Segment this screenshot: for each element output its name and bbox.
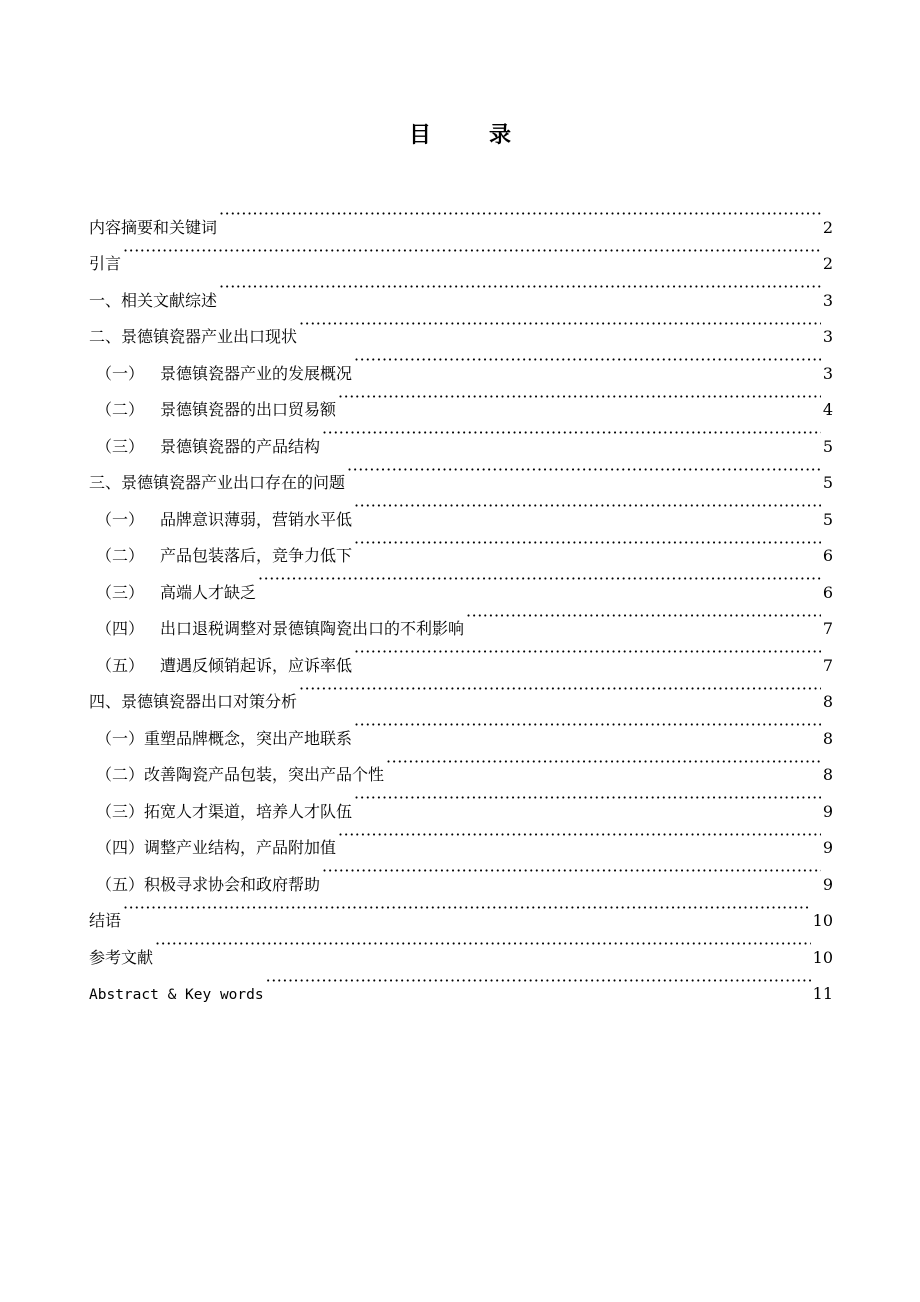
toc-entry-label: 相关文献综述 — [121, 290, 218, 310]
toc-entry-page-number: 3 — [822, 363, 833, 383]
toc-title-char-1: 目 — [408, 122, 431, 148]
dot-leader — [466, 598, 821, 635]
toc-entry-number: （五） — [96, 874, 145, 894]
toc-entry-label: 景德镇瓷器的产品结构 — [160, 436, 321, 456]
toc-entry-number: （一） — [96, 363, 145, 383]
toc-entry-page-number: 10 — [812, 911, 833, 930]
toc-entry[interactable] — [89, 233, 833, 273]
dot-leader — [354, 707, 821, 744]
toc-entry-number: 三、 — [89, 473, 122, 492]
toc-entry-page-number: 10 — [812, 947, 833, 967]
toc-title — [0, 118, 920, 149]
toc-entry[interactable] — [89, 926, 833, 967]
dot-leader — [258, 561, 821, 598]
toc-entry-page-number: 7 — [822, 655, 833, 675]
toc-entry-label: 内容摘要和关键词 — [89, 217, 218, 237]
toc-entry-label: 调整产业结构，产品附加值 — [144, 838, 337, 857]
toc-entry-number: （三） — [96, 801, 145, 821]
toc-entry-page-number: 9 — [822, 838, 833, 857]
toc-entry-label: 景德镇瓷器产业的发展概况 — [160, 363, 353, 383]
dot-leader — [354, 780, 821, 817]
toc-entry-label: 景德镇瓷器出口对策分析 — [121, 692, 298, 711]
toc-entry-label: 产品包装落后，竞争力低下 — [160, 546, 353, 565]
toc-entry-label: 改善陶瓷产品包装，突出产品个性 — [144, 765, 385, 784]
dot-leader — [266, 963, 811, 1000]
toc-entry-page-number: 7 — [822, 619, 833, 638]
toc-entry-label: 景德镇瓷器的出口贸易额 — [160, 400, 337, 419]
toc-entry-page-number: 4 — [822, 400, 833, 419]
dot-leader — [123, 233, 821, 270]
toc-entry-label: 参考文献 — [89, 947, 154, 967]
toc-entry-label: 重塑品牌概念，突出产地联系 — [144, 728, 353, 748]
dot-leader — [123, 890, 811, 927]
toc-entry-page-number: 3 — [822, 327, 833, 346]
toc-entry[interactable] — [89, 890, 833, 930]
toc-entry-label: 出口退税调整对景德镇陶瓷出口的不利影响 — [160, 619, 465, 638]
toc-entry-label: 品牌意识薄弱，营销水平低 — [160, 509, 353, 529]
toc-entry-page-number: 9 — [822, 801, 833, 821]
dot-leader — [219, 196, 821, 233]
toc-entry-page-number: 8 — [822, 728, 833, 748]
dot-leader — [299, 671, 821, 708]
toc-entry-page-number: 9 — [822, 874, 833, 894]
toc-entry-number: 四、 — [89, 692, 122, 711]
dot-leader — [386, 744, 821, 781]
toc-entry-label: 积极寻求协会和政府帮助 — [144, 874, 321, 894]
toc-entry-label: 引言 — [89, 254, 122, 273]
toc-entry-page-number: 11 — [812, 984, 833, 1003]
toc-entry-label: 景德镇瓷器产业出口存在的问题 — [121, 473, 346, 492]
dot-leader — [354, 634, 821, 671]
toc-entry-label: 景德镇瓷器产业出口现状 — [121, 327, 298, 346]
toc-entry-number: （一） — [96, 509, 145, 529]
toc-entry-page-number: 5 — [822, 436, 833, 456]
toc-entry-label: 拓宽人才渠道，培养人才队伍 — [144, 801, 353, 821]
toc-entry-page-number: 5 — [822, 473, 833, 492]
toc-entry[interactable] — [89, 196, 833, 237]
toc-entry-number: （二） — [96, 546, 145, 565]
dot-leader — [338, 817, 821, 854]
toc-entry[interactable] — [89, 269, 833, 310]
toc-entry-number: （五） — [96, 655, 145, 675]
toc-entry[interactable] — [89, 963, 833, 1003]
dot-leader — [155, 926, 811, 963]
dot-leader — [219, 269, 821, 306]
dot-leader — [338, 379, 821, 416]
toc-entry-label: 遭遇反倾销起诉，应诉率低 — [160, 655, 353, 675]
toc-entry-number: 二、 — [89, 327, 122, 346]
toc-entry-page-number: 6 — [822, 546, 833, 565]
dot-leader — [354, 488, 821, 525]
dot-leader — [322, 415, 821, 452]
dot-leader — [347, 452, 821, 489]
toc-entry-number: （四） — [96, 838, 145, 857]
toc-entry-number: （一） — [96, 728, 145, 748]
toc-entry-number: （二） — [96, 400, 145, 419]
dot-leader — [322, 853, 821, 890]
toc-entry-page-number: 6 — [822, 582, 833, 602]
toc-entry-number: （三） — [96, 436, 145, 456]
toc-entry-number: （四） — [96, 619, 145, 638]
toc-entry-label: Abstract & Key words — [89, 987, 264, 1003]
toc-entry-page-number: 5 — [822, 509, 833, 529]
toc-entry-page-number: 8 — [822, 765, 833, 784]
dot-leader — [354, 525, 821, 562]
toc-entry-number: （二） — [96, 765, 145, 784]
toc-entry-page-number: 8 — [822, 692, 833, 711]
dot-leader — [354, 342, 821, 379]
dot-leader — [299, 306, 821, 343]
toc-list — [89, 196, 833, 1003]
toc-entry-number: （三） — [96, 582, 145, 602]
toc-entry-page-number: 2 — [822, 217, 833, 237]
toc-entry-number: 一、 — [89, 290, 122, 310]
toc-title-char-2: 录 — [489, 122, 512, 148]
toc-entry-label: 结语 — [89, 911, 122, 930]
toc-entry-label: 高端人才缺乏 — [160, 582, 257, 602]
toc-entry-page-number: 2 — [822, 254, 833, 273]
toc-entry-page-number: 3 — [822, 290, 833, 310]
